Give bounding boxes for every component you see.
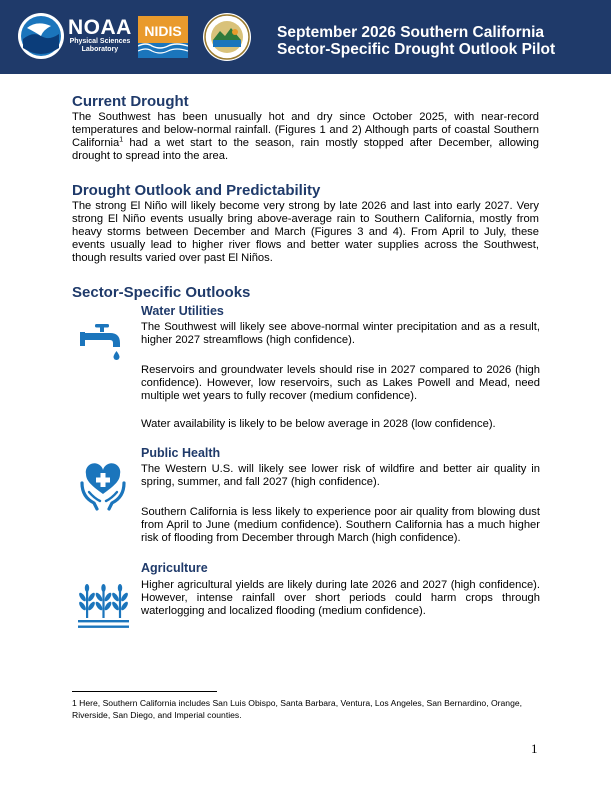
water-paragraph-3: Water availability is likely to be below average in 2028 (low confidence).: [141, 418, 496, 430]
page-title-line1: September 2026 Southern California: [277, 24, 545, 41]
crops-icon: [77, 583, 130, 629]
outlook-paragraph: The strong El Niño will likely become very strong by late 2026 and last into early 2027. Very strong El Niño events usually bring above-average rain to Southern California, mostly from heavy storms between December and March (Figures 3 and 4). From April to July, these events usually lead to higher river flows and better water supplies across the Southwest, though results varied over past El Niños.: [72, 200, 539, 264]
noaa-wordmark: [68, 17, 132, 54]
noaa-lab-line2: Laboratory: [81, 46, 119, 53]
page-number: 1: [531, 741, 538, 756]
faucet-icon: [80, 323, 126, 361]
water-paragraph-2: Reservoirs and groundwater levels should rise in 2027 compared to 2026 (high confidence). However, low reservoirs, such as Lakes Powell and Mead, need multiple wet years to fully recover (medium confidence).: [141, 364, 540, 402]
outlook-heading: Drought Outlook and Predictability: [72, 182, 321, 199]
health-paragraph-1: The Western U.S. will likely see lower risk of wildfire and better air quality in spring, summer, and fall 2027 (high confidence).: [141, 463, 540, 488]
current-drought-text-a: The Southwest has been unusually hot and dry since October 2025, with near-record temperatures and below-normal rainfall. (Figures 1 and 2) Although parts of coastal Southern California: [72, 111, 539, 149]
current-drought-text-b: had a wet start to the season, rain mostly stopped after December, allowing drought to spread into the area.: [72, 137, 539, 162]
sector-heading: Sector-Specific Outlooks: [72, 284, 251, 301]
water-paragraph-1: The Southwest will likely see above-normal winter precipitation and as a result, higher 2027 streamflows (high confidence).: [141, 321, 540, 346]
heart-hands-icon: [80, 463, 126, 511]
current-drought-paragraph: [72, 111, 539, 163]
page-title-line2: Sector-Specific Drought Outlook Pilot: [277, 40, 556, 58]
noaa-name: NOAA: [68, 16, 132, 39]
agriculture-heading: Agriculture: [141, 561, 208, 575]
california-seal-icon: [202, 12, 252, 62]
agriculture-paragraph-1: Higher agricultural yields are likely during late 2026 and 2027 (high confidence). However, intense rainfall over short periods could harm crops through waterlogging and localized flooding (medium confidence).: [141, 579, 540, 617]
noaa-lab-line1: Physical Sciences: [69, 38, 131, 45]
noaa-logo-icon: [17, 12, 65, 60]
health-paragraph-2: Southern California is less likely to experience poor air quality from blowing dust from April to June (medium confidence). Southern California has a much higher risk of flooding from December through March (high confidence).: [141, 506, 540, 544]
nidis-logo-icon: [138, 16, 188, 58]
header-band: [0, 0, 611, 74]
nidis-label: NIDIS: [144, 23, 182, 39]
footnote: 1 Here, Southern California includes San Luis Obispo, Santa Barbara, Ventura, Los Angeles, San Bernardino, Orange, Riverside, San Diego, and Imperial counties.: [72, 698, 523, 720]
page-title: [277, 25, 555, 58]
water-utilities-heading: Water Utilities: [141, 304, 224, 318]
public-health-heading: Public Health: [141, 446, 221, 460]
current-drought-heading: Current Drought: [72, 93, 189, 110]
footnote-ref: 1: [119, 136, 124, 144]
footnote-divider: [72, 691, 217, 692]
